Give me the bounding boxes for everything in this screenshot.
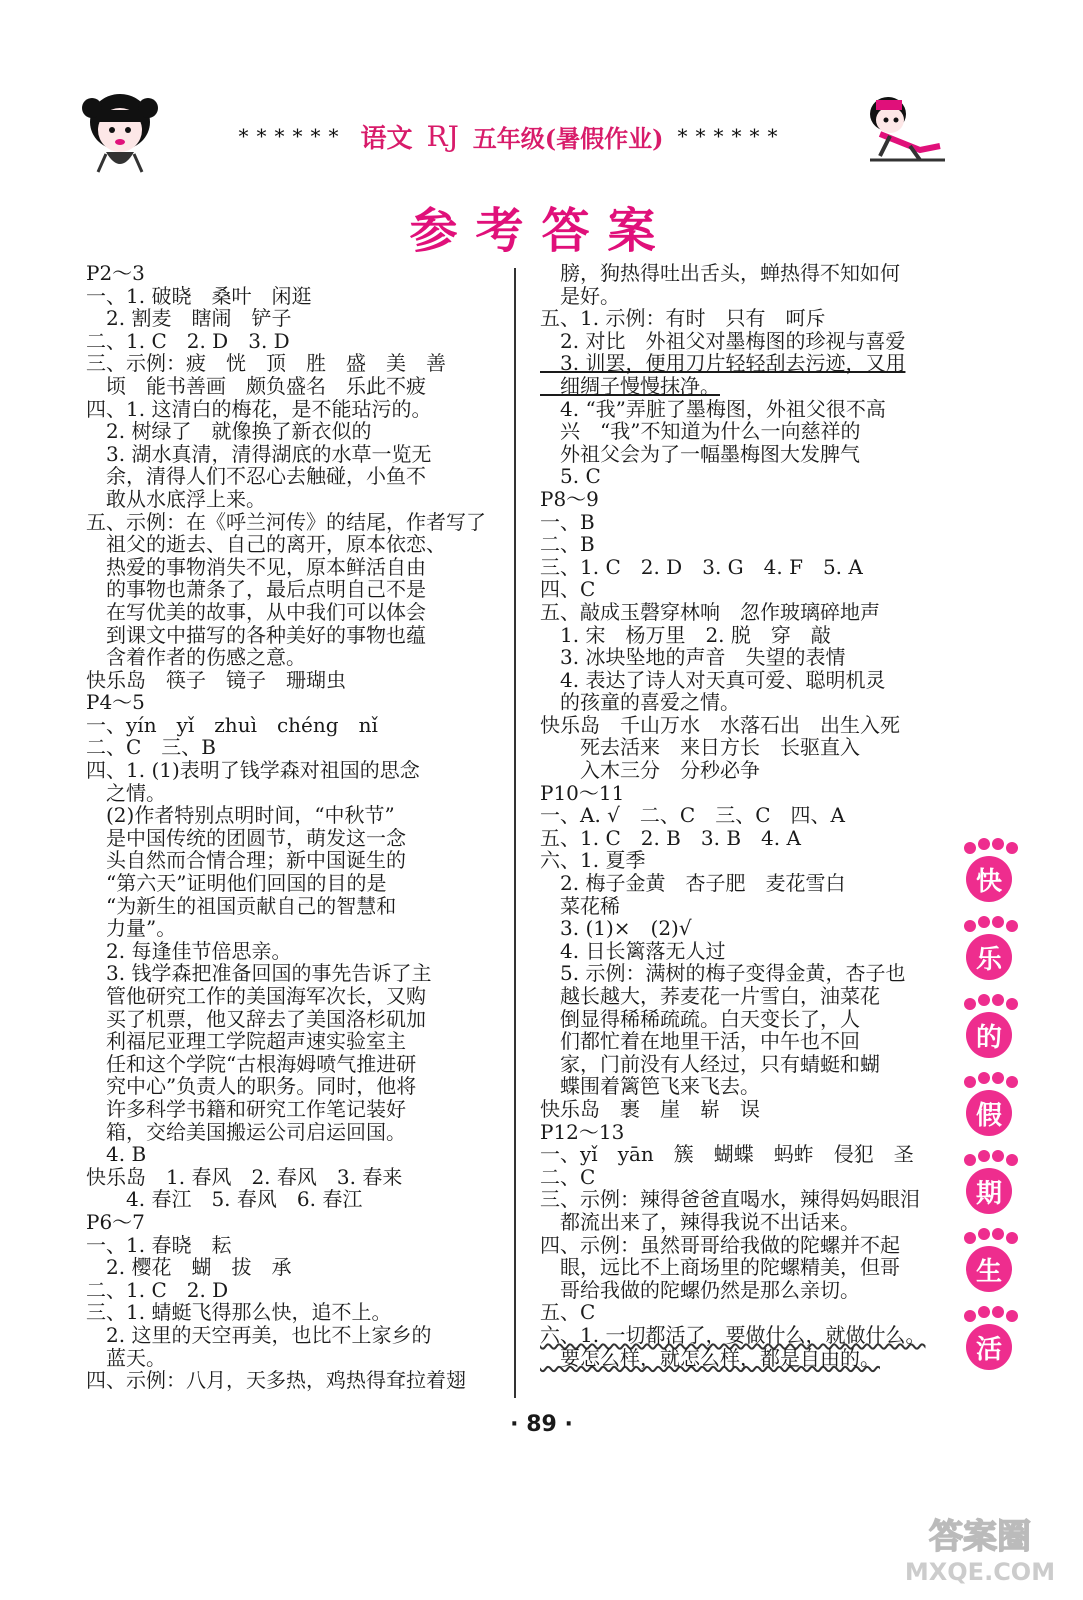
right-answer-line: 菜花稀 <box>540 893 620 918</box>
right-answer-line: 哥给我做的陀螺仍然是那么亲切。 <box>540 1277 860 1302</box>
left-answer-line: 许多科学书籍和研究工作笔记装好 <box>86 1096 406 1121</box>
left-answer-line: 余，清得人们不忍心去触碰，小鱼不 <box>86 464 426 489</box>
left-answer-line: 3. 湖水真清，清得湖底的水草一览无 <box>86 441 432 466</box>
paw-toe-icon <box>1006 920 1018 932</box>
paw-toe-icon <box>992 1072 1004 1084</box>
right-answer-line: 膀，狗热得吐出舌头，蝉热得不知如何 <box>540 261 900 285</box>
watermark-line1: 答案圈 <box>929 1517 1031 1557</box>
right-answer-line: 六、1. 一切都活了，要做什么，就做什么。 <box>540 1322 926 1347</box>
right-answer-line: 3. 冰块坠地的声音 失望的表情 <box>540 645 846 670</box>
paw-badge-char: 假 <box>966 1090 1012 1136</box>
right-answer-line: 三、示例：辣得爸爸直喝水，辣得妈妈眼泪 <box>540 1187 920 1212</box>
left-answer-line: 2. 这里的天空再美，也比不上家乡的 <box>86 1322 432 1347</box>
paw-toe-icon <box>964 842 976 854</box>
right-answer-line: P8～9 <box>540 486 599 511</box>
right-answer-line: 一、yǐ yān 簇 蝴蝶 蚂蚱 侵犯 圣 <box>540 1142 914 1167</box>
left-answer-column <box>86 262 501 1392</box>
girl-mascot-icon <box>80 88 160 178</box>
left-answer-line: 三、1. 蜻蜓飞得那么快，追不上。 <box>86 1300 392 1325</box>
left-answer-line: 是中国传统的团圆节，萌发这一念 <box>86 825 406 850</box>
right-answer-line: 家，门前没有人经过，只有蜻蜓和蝴 <box>540 1051 880 1076</box>
watermark-line2: MXQE.COM <box>904 1558 1056 1586</box>
paw-badge-char: 乐 <box>966 934 1012 980</box>
left-answer-line: “第六天”证明他们回国的目的是 <box>86 871 387 896</box>
paw-badge <box>960 1306 1016 1378</box>
right-answer-line: 1. 宋 杨万里 2. 脱 穿 敲 <box>540 622 831 647</box>
paw-toe-icon <box>992 838 1004 850</box>
right-answer-line: 5. C <box>540 464 601 489</box>
paw-badge-char: 期 <box>966 1168 1012 1214</box>
paw-toe-icon <box>1006 998 1018 1010</box>
left-answer-line: 4. B <box>86 1142 147 1167</box>
left-answer-line: “为新生的祖国贡献自己的智慧和 <box>86 893 397 918</box>
left-answer-line: P4～5 <box>86 690 145 715</box>
right-answer-line: 二、B <box>540 532 595 557</box>
grade-label: 五年级(暑假作业) <box>472 123 664 153</box>
paw-toe-icon <box>1006 842 1018 854</box>
left-answer-line: 二、C 三、B <box>86 735 216 760</box>
left-answer-line: 五、示例：在《呼兰河传》的结尾，作者写了 <box>86 509 486 534</box>
right-answer-line: P10～11 <box>540 780 625 805</box>
left-answer-line: 2. 割麦 瞎闹 铲子 <box>86 306 292 331</box>
left-answer-line: 四、示例：八月，天多热，鸡热得耷拉着翅 <box>86 1368 466 1393</box>
stars-left: ****** <box>238 124 347 148</box>
right-answer-line: 四、C <box>540 577 596 602</box>
left-answer-line: 究中心”负责人的职务。同时，他将 <box>86 1074 417 1099</box>
left-answer-line: 三、示例：疲 恍 顶 胜 盛 美 善 <box>86 351 446 376</box>
paw-toe-icon <box>1006 1232 1018 1244</box>
right-answer-line: 三、1. C 2. D 3. G 4. F 5. A <box>540 554 863 579</box>
right-answer-line: 2. 梅子金黄 杏子肥 麦花雪白 <box>540 871 846 896</box>
left-answer-line: 2. 樱花 蝴 拔 承 <box>86 1255 292 1280</box>
left-answer-line: (2)作者特别点明时间，“中秋节” <box>86 803 395 828</box>
right-answer-line: 蝶围着篱笆飞来飞去。 <box>540 1074 760 1099</box>
right-answer-line: 一、B <box>540 509 595 534</box>
paw-toe-icon <box>978 1150 990 1162</box>
paw-toe-icon <box>964 1232 976 1244</box>
left-answer-line: 四、1. (1)表明了钱学森对祖国的思念 <box>86 758 420 783</box>
right-answer-line: 入木三分 分秒必争 <box>540 758 760 783</box>
left-answer-line: 蓝天。 <box>86 1345 166 1370</box>
paw-badge <box>960 916 1016 988</box>
paw-badge-char: 生 <box>966 1246 1012 1292</box>
left-answer-line: 2. 每逢佳节倍思亲。 <box>86 938 292 963</box>
paw-toe-icon <box>964 1076 976 1088</box>
right-answer-line: 五、敲成玉磬穿林响 忽作玻璃碎地声 <box>540 599 880 624</box>
right-answer-line: 3. (1)× (2)√ <box>540 916 692 941</box>
right-answer-line: 细绸子慢慢抹净。 <box>540 373 720 398</box>
left-answer-line: 2. 树绿了 就像换了新衣似的 <box>86 419 372 444</box>
right-answer-line: 二、C <box>540 1164 596 1189</box>
left-answer-line: 热爱的事物消失不见，原本鲜活自由 <box>86 554 426 579</box>
left-answer-line: 四、1. 这清白的梅花，是不能玷污的。 <box>86 396 432 421</box>
column-divider <box>514 268 516 1398</box>
boy-mascot-icon <box>850 90 950 175</box>
right-answer-line: 五、1. C 2. B 3. B 4. A <box>540 825 801 850</box>
left-answer-line: 顷 能书善画 颇负盛名 乐此不疲 <box>86 373 426 398</box>
paw-toe-icon <box>978 994 990 1006</box>
paw-toe-icon <box>992 1150 1004 1162</box>
paw-toe-icon <box>1006 1076 1018 1088</box>
left-answer-line: 力量”。 <box>86 916 177 941</box>
left-answer-line: 买了机票，他又辞去了美国洛杉矶加 <box>86 1006 426 1031</box>
right-answer-line: 4. “我”弄脏了墨梅图，外祖父很不高 <box>540 396 886 421</box>
right-answer-line: 4. 表达了诗人对天真可爱、聪明机灵 <box>540 667 886 692</box>
right-answer-line: 越长越大，荞麦花一片雪白，油菜花 <box>540 984 880 1008</box>
left-answer-line: 在写优美的故事，从中我们可以体会 <box>86 599 426 624</box>
left-answer-line: 二、1. C 2. D <box>86 1277 229 1302</box>
left-answer-line: 任和这个学院“古根海姆喷气推进研 <box>86 1051 417 1076</box>
left-answer-line: 快乐岛 1. 春风 2. 春风 3. 春来 <box>86 1164 403 1189</box>
right-answer-line: 2. 对比 外祖父对墨梅图的珍视与喜爱 <box>540 328 906 353</box>
page-title: 参考答案 <box>409 203 674 259</box>
right-answer-line: 死去活来 来日方长 长驱直入 <box>540 735 860 760</box>
left-answer-line: 一、yín yǐ zhuì chéng nǐ <box>86 712 378 737</box>
left-answer-line: 一、1. 破晓 桑叶 闲逛 <box>86 283 312 308</box>
left-answer-line: 一、1. 春晓 耘 <box>86 1232 232 1257</box>
left-answer-line: 利福尼亚理工学院超声速实验室主 <box>86 1029 406 1054</box>
paw-badge <box>960 838 1016 910</box>
right-answer-line: 快乐岛 裹 崖 崭 误 <box>540 1096 760 1121</box>
left-answer-line: P2～3 <box>86 261 145 285</box>
subject-label: 语文 <box>360 123 413 154</box>
paw-toe-icon <box>992 1306 1004 1318</box>
left-answer-line: 二、1. C 2. D 3. D <box>86 328 290 353</box>
left-answer-line: 管他研究工作的美国海军次长，又购 <box>86 984 426 1008</box>
paw-badge <box>960 994 1016 1066</box>
paw-toe-icon <box>992 916 1004 928</box>
right-answer-line: 五、C <box>540 1300 596 1325</box>
right-answer-line: 六、1. 夏季 <box>540 848 646 873</box>
paw-toe-icon <box>964 1310 976 1322</box>
side-badges <box>960 838 1020 1384</box>
right-answer-line: 快乐岛 千山万水 水落石出 出生入死 <box>540 712 900 737</box>
left-answer-line: 敢从水底浮上来。 <box>86 486 266 511</box>
left-answer-line: 3. 钱学森把准备回国的事先告诉了主 <box>86 961 432 986</box>
right-answer-line: 的孩童的喜爱之情。 <box>540 690 740 715</box>
right-answer-line: 五、1. 示例：有时 只有 呵斥 <box>540 306 826 331</box>
left-answer-line: 箱，交给美国搬运公司启运回国。 <box>86 1119 406 1144</box>
site-watermark-logo <box>890 1508 1070 1588</box>
paw-badge <box>960 1072 1016 1144</box>
paw-toe-icon <box>992 994 1004 1006</box>
right-answer-line: 们都忙着在地里干活，中午也不回 <box>540 1029 860 1054</box>
paw-badge-char: 的 <box>966 1012 1012 1058</box>
right-answer-line: 外祖父会为了一幅墨梅图大发脾气 <box>540 441 860 466</box>
header-banner <box>172 116 852 156</box>
paw-toe-icon <box>978 916 990 928</box>
paw-toe-icon <box>964 1154 976 1166</box>
paw-toe-icon <box>978 1072 990 1084</box>
right-answer-line: 眼，远比不上商场里的陀螺精美，但哥 <box>540 1255 900 1280</box>
left-answer-line: 到课文中描写的各种美好的事物也蕴 <box>86 622 426 647</box>
right-answer-line: 一、A. √ 二、C 三、C 四、A <box>540 803 845 828</box>
left-answer-line: 祖父的逝去、自己的离开，原本依恋、 <box>86 532 446 557</box>
left-answer-line: 的事物也萧条了，最后点明自己不是 <box>86 577 426 602</box>
paw-toe-icon <box>992 1228 1004 1240</box>
right-answer-line: 倒显得稀稀疏疏。白天变长了，人 <box>540 1006 860 1031</box>
right-answer-line: 4. 日长篱落无人过 <box>540 938 726 963</box>
paw-badge <box>960 1228 1016 1300</box>
right-answer-line: 都流出来了，辣得我说不出话来。 <box>540 1209 860 1234</box>
right-answer-line: P12～13 <box>540 1119 625 1144</box>
right-answer-line: 5. 示例：满树的梅子变得金黄，杏子也 <box>540 961 906 986</box>
page-number: · 89 · <box>510 1412 573 1437</box>
paw-toe-icon <box>1006 1154 1018 1166</box>
paw-toe-icon <box>964 998 976 1010</box>
stars-right: ****** <box>677 124 786 148</box>
right-answer-line: 3. 训罢，便用刀片轻轻刮去污迹，又用 <box>540 351 906 376</box>
right-answer-column <box>540 262 945 1369</box>
paw-badge <box>960 1150 1016 1222</box>
left-answer-line: P6～7 <box>86 1209 145 1234</box>
right-answer-line: 要怎么样，就怎么样，都是自由的。 <box>540 1345 880 1370</box>
left-answer-line: 含着作者的伤感之意。 <box>86 645 306 670</box>
left-answer-line: 头自然而合情合理；新中国诞生的 <box>86 848 406 873</box>
left-answer-line: 快乐岛 筷子 镜子 珊瑚虫 <box>86 667 346 692</box>
paw-toe-icon <box>978 838 990 850</box>
paw-toe-icon <box>978 1306 990 1318</box>
left-answer-line: 4. 春江 5. 春风 6. 春江 <box>86 1187 363 1212</box>
left-answer-line: 之情。 <box>86 780 166 805</box>
page-header <box>80 80 950 180</box>
paw-toe-icon <box>978 1228 990 1240</box>
paw-badge-char: 快 <box>966 856 1012 902</box>
paw-badge-char: 活 <box>966 1324 1012 1370</box>
paw-toe-icon <box>1006 1310 1018 1322</box>
right-answer-line: 四、示例：虽然哥哥给我做的陀螺并不起 <box>540 1232 900 1257</box>
right-answer-line: 兴 “我”不知道为什么一向慈祥的 <box>540 419 861 444</box>
paw-toe-icon <box>964 920 976 932</box>
right-answer-line: 是好。 <box>540 283 620 308</box>
edition-label: RJ <box>426 119 459 153</box>
